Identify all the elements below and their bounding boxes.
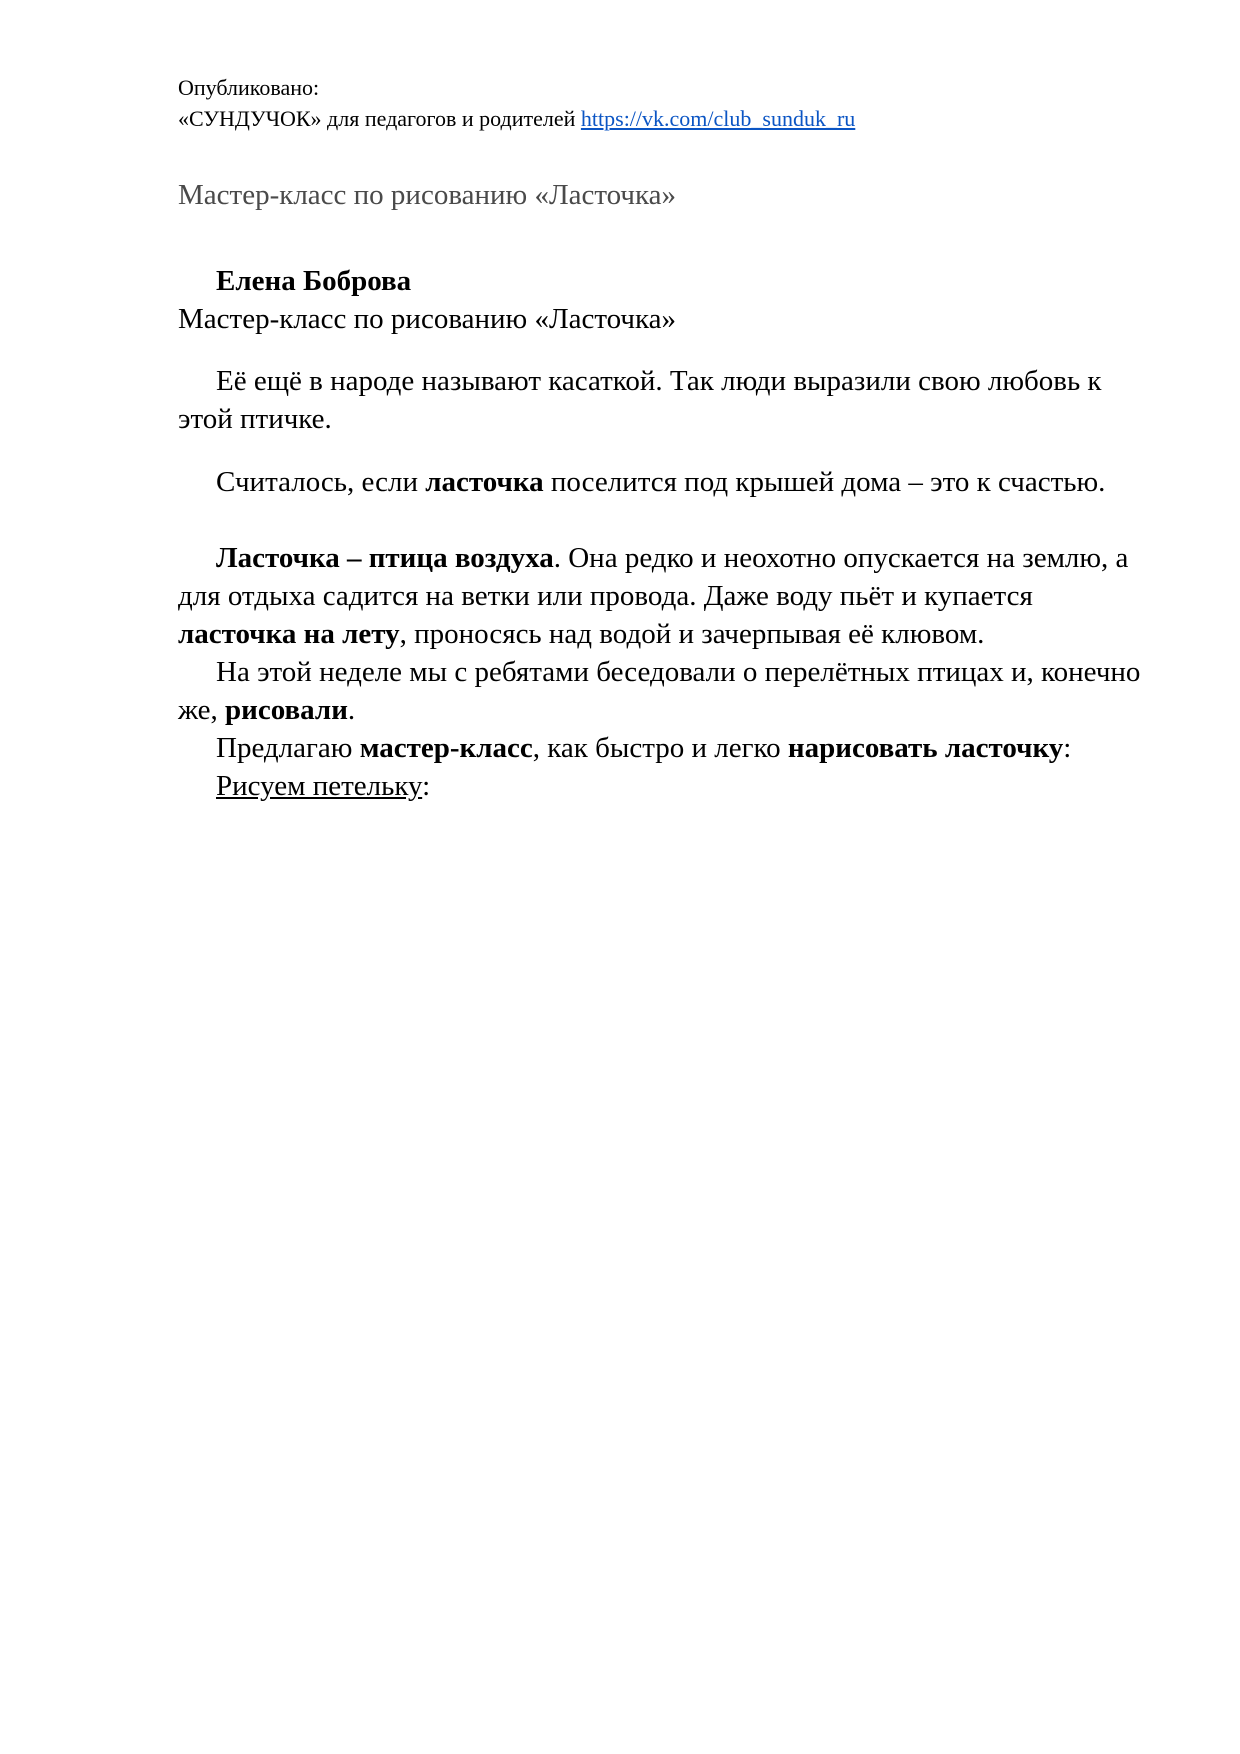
text-run: поселится под крышей дома – это к счастью. [543, 466, 1106, 498]
paragraph-5 [178, 729, 1158, 767]
paragraph-intro [178, 362, 1158, 438]
publication-info [178, 72, 855, 134]
text-run: . Она редко и неохотно опускается на землю, а для отдыха садится на ветки или провода. Даже воду пьёт и купается [178, 542, 1129, 612]
source-line [178, 103, 855, 134]
text-run: Предлагаю [216, 732, 360, 764]
paragraph-1: Её ещё в народе называют касаткой. Так люди выразили свою любовь к этой птичке. [178, 365, 1102, 435]
bold-run: Ласточка – птица воздуха [216, 542, 554, 574]
text-run: , как быстро и легко [532, 732, 788, 764]
bold-run: ласточка [425, 466, 544, 498]
text-run: . [347, 694, 356, 726]
bold-run: нарисовать ласточку [787, 732, 1064, 764]
paragraph-4 [178, 653, 1158, 729]
paragraph-3 [178, 539, 1158, 653]
published-label: Опубликовано: [178, 75, 320, 100]
text-run: : [422, 770, 431, 802]
text-run: Считалось, если [216, 466, 426, 498]
paragraph-belief [178, 463, 1158, 501]
text-run: : [1063, 732, 1072, 764]
paragraph-6 [178, 767, 1158, 805]
underlined-run: Рисуем петельку [216, 770, 423, 802]
document-title: Мастер-класс по рисованию «Ласточка» [178, 179, 677, 211]
source-prefix: «СУНДУЧОК» для педагогов и родителей [178, 106, 581, 131]
author-name: Елена Боброва [216, 265, 412, 297]
article-subtitle: Мастер-класс по рисованию «Ласточка» [178, 303, 677, 335]
paragraph-2 [178, 463, 1158, 501]
text-run: , проносясь над водой и зачерпывая её клювом. [399, 618, 985, 650]
source-link[interactable]: https://vk.com/club_sunduk_ru [580, 106, 856, 131]
bold-run: ласточка на лету [178, 618, 400, 650]
paragraph-body [178, 539, 1158, 805]
bold-run: мастер-класс [359, 732, 533, 764]
text-run: На этой неделе мы с ребятами беседовали о перелётных птицах и, конечно же, [178, 656, 1141, 726]
bold-run: рисовали [225, 694, 348, 726]
